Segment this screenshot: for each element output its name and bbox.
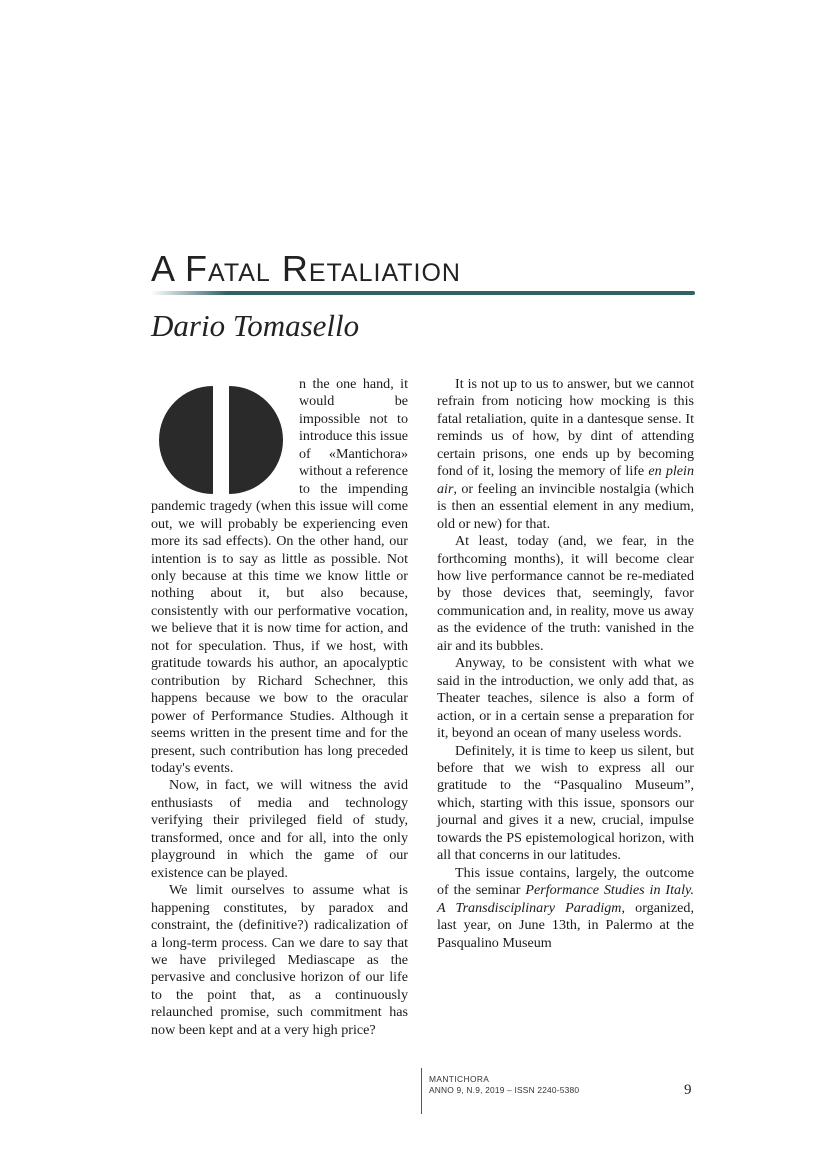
dropcap-right-half <box>229 386 283 494</box>
body-paragraph: Anyway, to be consistent with what we said in the introduction, we only add that, as Theater teaches, silence is also a form of action, or in a certain sense a preparation for it, beyond an ocean of many useless words. <box>437 655 694 742</box>
paragraph-text: This issue contains, largely, the outcome of the seminar <box>437 864 694 899</box>
footer-issue-info: ANNO 9, N.9, 2019 – ISSN 2240-5380 <box>429 1085 580 1095</box>
body-paragraph: Definitely, it is time to keep us silent, but before that we wish to express all our gratitude to the “Pasqualino Museum”, which, starting with this issue, sponsors our journal and gives it a new, crucial, impulse towards the PS epistemological horizon, with all that concerns in our latitudes. <box>437 742 694 864</box>
paragraph-text: , or feeling an invincible nostalgia (which is then an essential element in any medium, old or new) for that. <box>437 480 694 532</box>
article-title: A Fatal Retaliation <box>151 248 461 289</box>
body-paragraph <box>437 376 694 533</box>
footer-divider <box>421 1068 422 1114</box>
body-paragraph: Now, in fact, we will witness the avid enthusiasts of media and technology verifying their privileged field of study, transformed, once and for all, into the only playground in which the game of our existence can be played. <box>151 777 408 881</box>
italic-phrase: Performance Studies in Italy. A Transdisciplinary Paradigm <box>437 882 694 916</box>
dropcap-o-glyph <box>147 380 295 496</box>
body-paragraph: At least, today (and, we fear, in the forthcoming months), it will become clear how live performance cannot be re-mediated by those devices that, seemingly, favor communication and, in reality, move us away as the evidence of the truth: vanished in the air and its bubbles. <box>437 533 694 654</box>
article-author: Dario Tomasello <box>151 308 360 343</box>
dropcap-left-half <box>159 386 213 494</box>
body-paragraph <box>151 376 408 777</box>
paragraph-text: , organized, last year, on June 13th, in Palermo at the Pasqualino Museum <box>437 899 694 951</box>
footer-journal-name: MANTICHORA <box>429 1074 490 1084</box>
paragraph-text: n the one hand, it would be impossible not to introduce this issue of «Mantichora» without a reference to the impending pandemic tragedy (when this issue will come out, we will probably be experiencing even more its sad effects). On the other hand, our intention is to say as little as possible. Not only because at this time we know little or nothing about it, but also because, consistently with our performative vocation, we believe that it is now time for action, and not for speculation. Thus, if we host, with gratitude towards his author, an apocalyptic contribution by Richard Schechner, this happens because we bow to the oracular power of Performance Studies. Although it seems written in the present time and for the present, such contribution has long preceded today's events. <box>151 376 408 776</box>
paragraph-text: It is not up to us to answer, but we cannot refrain from noticing how mocking is this fatal retaliation, quite in a dantesque sense. It reminds us of how, by dint of attending certain prisons, one ends up by becoming fond of it, losing the memory of life <box>437 376 694 480</box>
body-column-right <box>437 376 694 952</box>
italic-phrase: en plein air <box>437 463 694 497</box>
body-paragraph <box>437 865 694 952</box>
body-column-left <box>151 376 408 1039</box>
page-number: 9 <box>684 1082 692 1098</box>
body-paragraph: We limit ourselves to assume what is happening constitutes, by paradox and constraint, the (definitive?) radicalization of a long-term process. Can we dare to say that we have privileged Mediascape as the pervasive and conclusive horizon of our life to the point that, as a continuously relaunched promise, such commitment has now been kept and at a very high price? <box>151 882 408 1038</box>
title-rule <box>151 291 695 295</box>
